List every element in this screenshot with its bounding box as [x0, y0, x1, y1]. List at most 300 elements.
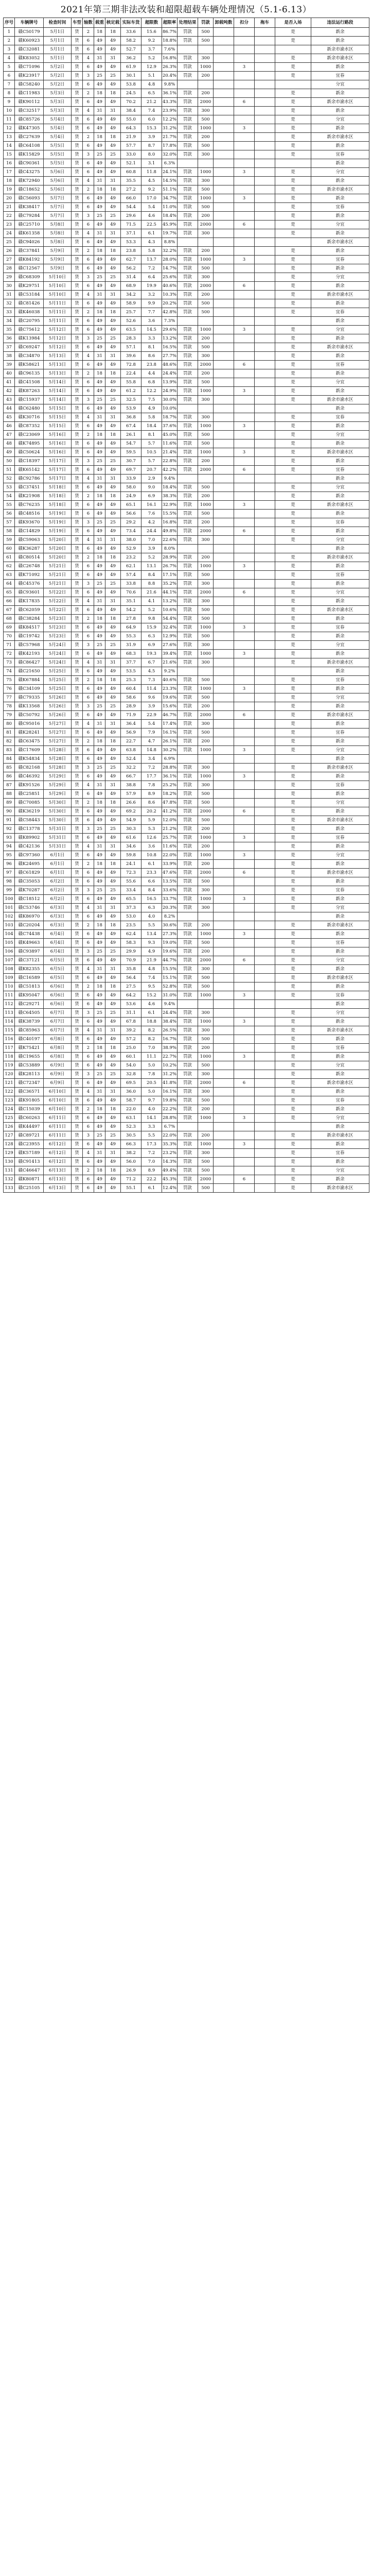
cell-road: 新余市渝水区 [311, 869, 369, 877]
cell-rated: 18 [105, 615, 121, 623]
cell-fine: 500 [198, 1166, 214, 1175]
table-row [4, 641, 369, 650]
cell-road: 分宜 [311, 378, 369, 387]
cell-fine: 200 [198, 247, 214, 256]
cell-axles: 3 [83, 72, 94, 80]
cell-over: 13.1 [141, 562, 162, 571]
cell-road: 新余 [311, 1035, 369, 1044]
cell-tow [255, 28, 275, 37]
cell-date: 5月14日 [44, 396, 72, 404]
cell-type: 货 [72, 895, 83, 904]
cell-axles: 4 [83, 54, 94, 63]
cell-points [234, 229, 255, 238]
cell-unload [214, 474, 234, 483]
cell-unload [214, 781, 234, 790]
cell-over-rate: 45.0% [162, 431, 178, 439]
cell-over-rate: 15.6% [162, 702, 178, 711]
cell-plate: 赣C42136 [15, 842, 44, 851]
cell-actual: 32.2 [121, 764, 141, 772]
cell-points [234, 264, 255, 273]
table-row [4, 510, 369, 518]
cell-index: 78 [4, 702, 15, 711]
cell-unload [214, 28, 234, 37]
cell-load: 49 [94, 1158, 105, 1166]
cell-fine: 300 [198, 886, 214, 895]
cell-load: 49 [94, 807, 105, 816]
cell-date: 5月9日 [44, 247, 72, 256]
cell-load: 25 [94, 886, 105, 895]
cell-type: 货 [72, 63, 83, 72]
cell-rated: 49 [105, 755, 121, 764]
cell-fine: 500 [198, 1035, 214, 1044]
cell-road: 新余 [311, 28, 369, 37]
cell-index: 50 [4, 457, 15, 466]
cell-rated: 25 [105, 273, 121, 282]
cell-rated: 49 [105, 343, 121, 352]
cell-points [234, 1088, 255, 1096]
header-fine: 罚款 [198, 18, 214, 28]
cell-actual: 64.2 [121, 991, 141, 1000]
cell-points [234, 755, 255, 764]
cell-plate: 赣C94026 [15, 238, 44, 247]
cell-result: 罚款 [178, 28, 198, 37]
cell-date: 5月13日 [44, 369, 72, 378]
cell-entered: 是 [275, 825, 311, 834]
cell-fine: 300 [198, 54, 214, 63]
cell-index: 133 [4, 1184, 15, 1193]
cell-entered: 是 [275, 299, 311, 308]
cell-index: 63 [4, 571, 15, 580]
cell-unload [214, 89, 234, 98]
cell-load: 49 [94, 203, 105, 212]
cell-type: 货 [72, 317, 83, 326]
cell-tow [255, 895, 275, 904]
cell-over: 6.1 [141, 1184, 162, 1193]
cell-rated: 49 [105, 1123, 121, 1131]
cell-entered [275, 474, 311, 483]
cell-over-rate: 28.0% [162, 256, 178, 264]
cell-type: 货 [72, 851, 83, 860]
cell-fine: 200 [198, 518, 214, 527]
cell-tow [255, 63, 275, 72]
cell-over-rate: 16.1% [162, 728, 178, 737]
cell-over: 9.9 [141, 299, 162, 308]
cell-road: 分宜 [311, 80, 369, 89]
cell-plate: 赣K46038 [15, 308, 44, 317]
cell-load: 49 [94, 404, 105, 413]
cell-unload [214, 764, 234, 772]
cell-over: 16.5 [141, 895, 162, 904]
cell-fine: 500 [198, 606, 214, 615]
cell-fine: 500 [198, 1158, 214, 1166]
cell-points [234, 1035, 255, 1044]
cell-result: 罚款 [178, 781, 198, 790]
cell-date: 5月30日 [44, 816, 72, 825]
cell-tow [255, 404, 275, 413]
cell-plate: 赣K72940 [15, 177, 44, 185]
cell-unload [214, 623, 234, 632]
cell-actual: 37.1 [121, 229, 141, 238]
cell-type: 货 [72, 212, 83, 221]
cell-over: 5.3 [141, 825, 162, 834]
cell-axles: 3 [83, 947, 94, 956]
cell-road: 新余 [311, 842, 369, 851]
cell-fine: 500 [198, 115, 214, 124]
cell-rated: 49 [105, 194, 121, 203]
cell-tow [255, 150, 275, 159]
cell-load: 25 [94, 518, 105, 527]
cell-axles: 6 [83, 168, 94, 177]
cell-axles: 3 [83, 641, 94, 650]
cell-entered: 是 [275, 177, 311, 185]
cell-load: 25 [94, 641, 105, 650]
cell-plate: 赣C27639 [15, 133, 44, 142]
cell-index: 79 [4, 711, 15, 720]
cell-load: 31 [94, 352, 105, 361]
cell-unload [214, 212, 234, 221]
cell-actual: 70.6 [121, 588, 141, 597]
cell-date: 5月4日 [44, 133, 72, 142]
cell-type: 货 [72, 650, 83, 658]
cell-actual: 70.9 [121, 956, 141, 965]
cell-plate: 赣K82355 [15, 965, 44, 974]
cell-tow [255, 807, 275, 816]
cell-entered [275, 404, 311, 413]
cell-plate: 赣C25710 [15, 221, 44, 229]
cell-index: 89 [4, 799, 15, 807]
cell-plate: 赣C15937 [15, 396, 44, 404]
cell-type: 货 [72, 378, 83, 387]
cell-road: 新余 [311, 194, 369, 203]
cell-over: 9.3 [141, 939, 162, 947]
cell-type: 货 [72, 361, 83, 369]
cell-index: 48 [4, 439, 15, 448]
cell-unload [214, 1175, 234, 1184]
cell-road: 新余 [311, 177, 369, 185]
cell-over: 4.6 [141, 1000, 162, 1009]
cell-entered: 是 [275, 1088, 311, 1096]
cell-unload [214, 650, 234, 658]
cell-over: 5.1 [141, 72, 162, 80]
cell-over: 7.0 [141, 1158, 162, 1166]
cell-road: 新余市渝水区 [311, 396, 369, 404]
cell-unload [214, 133, 234, 142]
cell-over: 8.1 [141, 343, 162, 352]
cell-over-rate: 33.6% [162, 886, 178, 895]
cell-entered: 是 [275, 956, 311, 965]
cell-index: 18 [4, 177, 15, 185]
cell-road: 分宜 [311, 746, 369, 755]
cell-unload [214, 404, 234, 413]
cell-unload [214, 1096, 234, 1105]
cell-actual: 53.0 [121, 912, 141, 921]
cell-type: 货 [72, 72, 83, 80]
cell-rated: 25 [105, 1131, 121, 1140]
cell-result [178, 755, 198, 764]
cell-type: 货 [72, 1140, 83, 1149]
table-row [4, 562, 369, 571]
cell-load: 31 [94, 229, 105, 238]
cell-axles: 6 [83, 98, 94, 107]
cell-actual: 37.7 [121, 658, 141, 667]
cell-type: 货 [72, 702, 83, 711]
table-row [4, 1123, 369, 1131]
cell-result: 罚款 [178, 869, 198, 877]
cell-over-rate: 27.6% [162, 641, 178, 650]
cell-index: 25 [4, 238, 15, 247]
cell-road: 新余 [311, 965, 369, 974]
cell-axles: 2 [83, 921, 94, 930]
cell-fine: 300 [198, 536, 214, 545]
cell-type: 货 [72, 422, 83, 431]
cell-tow [255, 1131, 275, 1140]
cell-road: 新余 [311, 755, 369, 764]
cell-type: 货 [72, 28, 83, 37]
cell-unload [214, 860, 234, 869]
cell-rated: 49 [105, 895, 121, 904]
cell-type: 货 [72, 527, 83, 536]
cell-result: 罚款 [178, 448, 198, 457]
cell-unload [214, 536, 234, 545]
cell-actual: 63.8 [121, 746, 141, 755]
cell-over-rate: 8.2% [162, 912, 178, 921]
cell-tow [255, 1026, 275, 1035]
cell-plate: 赣C46647 [15, 1166, 44, 1175]
cell-load: 49 [94, 869, 105, 877]
cell-over: 4.0 [141, 1105, 162, 1114]
cell-over: 14.8 [141, 746, 162, 755]
table-row [4, 1105, 369, 1114]
cell-plate: 赣C92786 [15, 474, 44, 483]
cell-points: 3 [234, 991, 255, 1000]
cell-points: 3 [234, 1053, 255, 1061]
cell-fine: 2000 [198, 466, 214, 474]
cell-axles: 3 [83, 1131, 94, 1140]
cell-tow [255, 860, 275, 869]
cell-entered: 是 [275, 711, 311, 720]
cell-type: 货 [72, 728, 83, 737]
cell-over: 7.3 [141, 676, 162, 685]
cell-road: 分宜 [311, 273, 369, 282]
cell-rated: 18 [105, 676, 121, 685]
cell-load: 25 [94, 947, 105, 956]
cell-type: 货 [72, 1175, 83, 1184]
cell-points [234, 299, 255, 308]
cell-result: 罚款 [178, 956, 198, 965]
cell-axles: 6 [83, 1096, 94, 1105]
cell-over-rate: 13.2% [162, 597, 178, 606]
header-road: 违法运行路段 [311, 18, 369, 28]
cell-entered: 是 [275, 781, 311, 790]
cell-fine: 500 [198, 816, 214, 825]
table-row [4, 711, 369, 720]
cell-type: 货 [72, 991, 83, 1000]
cell-over-rate: 49.4% [162, 1166, 178, 1175]
cell-plate: 赣C93897 [15, 947, 44, 956]
cell-type: 货 [72, 545, 83, 553]
cell-date: 5月22日 [44, 588, 72, 597]
cell-entered [275, 159, 311, 168]
cell-entered: 是 [275, 1035, 311, 1044]
cell-unload [214, 606, 234, 615]
cell-index: 11 [4, 115, 15, 124]
cell-rated: 49 [105, 168, 121, 177]
cell-index: 82 [4, 737, 15, 746]
cell-unload [214, 317, 234, 326]
cell-load: 49 [94, 98, 105, 107]
cell-points [234, 80, 255, 89]
cell-load: 49 [94, 588, 105, 597]
cell-date: 5月12日 [44, 343, 72, 352]
cell-points: 6 [234, 466, 255, 474]
cell-rated: 18 [105, 431, 121, 439]
cell-actual: 30.1 [121, 72, 141, 80]
cell-tow [255, 256, 275, 264]
cell-actual: 36.4 [121, 720, 141, 728]
cell-load: 25 [94, 702, 105, 711]
table-row [4, 247, 369, 256]
cell-load: 18 [94, 89, 105, 98]
table-row [4, 632, 369, 641]
cell-over-rate: 28.8% [162, 1114, 178, 1123]
cell-load: 49 [94, 256, 105, 264]
cell-actual: 33.4 [121, 886, 141, 895]
cell-fine: 1000 [198, 562, 214, 571]
cell-points [234, 308, 255, 317]
cell-rated: 49 [105, 142, 121, 150]
cell-axles: 6 [83, 1140, 94, 1149]
cell-index: 66 [4, 597, 15, 606]
cell-actual: 68.3 [121, 650, 141, 658]
cell-over-rate: 38.4% [162, 1018, 178, 1026]
cell-rated: 49 [105, 159, 121, 168]
cell-over: 8.4 [141, 886, 162, 895]
cell-entered: 是 [275, 264, 311, 273]
cell-plate: 赣C11983 [15, 89, 44, 98]
cell-actual: 30.5 [121, 1131, 141, 1140]
cell-over-rate: 16.8% [162, 518, 178, 527]
cell-road: 新余市渝水区 [311, 45, 369, 54]
cell-over: 12.9 [141, 63, 162, 72]
cell-result [178, 45, 198, 54]
cell-points [234, 396, 255, 404]
cell-entered: 是 [275, 1079, 311, 1088]
cell-date: 5月27日 [44, 728, 72, 737]
cell-date: 5月19日 [44, 527, 72, 536]
cell-rated: 49 [105, 221, 121, 229]
cell-axles: 4 [83, 597, 94, 606]
table-row [4, 159, 369, 168]
cell-tow [255, 737, 275, 746]
cell-over-rate: 23.2% [162, 1149, 178, 1158]
cell-result: 罚款 [178, 676, 198, 685]
cell-over: 6.6 [141, 877, 162, 886]
cell-fine: 1000 [198, 124, 214, 133]
cell-type: 货 [72, 764, 83, 772]
table-row [4, 238, 369, 247]
cell-over-rate: 23.3% [162, 685, 178, 693]
cell-plate: 赣C97360 [15, 851, 44, 860]
cell-index: 61 [4, 553, 15, 562]
cell-road: 宜春 [311, 571, 369, 580]
cell-over: 7.8 [141, 1070, 162, 1079]
cell-rated: 49 [105, 746, 121, 755]
cell-actual: 24.9 [121, 492, 141, 501]
cell-entered: 是 [275, 1105, 311, 1114]
cell-unload [214, 439, 234, 448]
cell-tow [255, 1035, 275, 1044]
cell-index: 42 [4, 387, 15, 396]
cell-plate: 赣C86427 [15, 658, 44, 667]
cell-entered: 是 [275, 650, 311, 658]
cell-road: 分宜 [311, 536, 369, 545]
cell-entered: 是 [275, 1114, 311, 1123]
cell-date: 5月29日 [44, 772, 72, 781]
cell-entered: 是 [275, 466, 311, 474]
cell-rated: 18 [105, 369, 121, 378]
cell-over-rate: 20.2% [162, 299, 178, 308]
cell-tow [255, 623, 275, 632]
table-row [4, 80, 369, 89]
cell-fine: 2000 [198, 282, 214, 291]
cell-load: 18 [94, 247, 105, 256]
cell-points: 6 [234, 98, 255, 107]
cell-axles: 6 [83, 361, 94, 369]
cell-axles: 6 [83, 632, 94, 641]
cell-type: 货 [72, 1158, 83, 1166]
cell-actual: 53.8 [121, 80, 141, 89]
cell-fine: 1000 [198, 194, 214, 203]
cell-plate: 赣K57189 [15, 1149, 44, 1158]
cell-actual: 35.8 [121, 965, 141, 974]
cell-road: 新余 [311, 1018, 369, 1026]
cell-plate: 赣C37121 [15, 956, 44, 965]
cell-plate: 赣C71096 [15, 63, 44, 72]
cell-points: 3 [234, 124, 255, 133]
cell-actual: 54.2 [121, 606, 141, 615]
cell-index: 104 [4, 930, 15, 939]
cell-load: 49 [94, 326, 105, 334]
cell-load: 49 [94, 746, 105, 755]
cell-type: 货 [72, 1123, 83, 1131]
cell-index: 113 [4, 1009, 15, 1018]
table-row [4, 676, 369, 685]
cell-result: 罚款 [178, 1035, 198, 1044]
cell-type: 货 [72, 37, 83, 45]
cell-points [234, 790, 255, 799]
cell-points: 6 [234, 221, 255, 229]
cell-over: 14.5 [141, 326, 162, 334]
cell-over-rate: 33.9% [162, 860, 178, 869]
cell-axles: 6 [83, 1000, 94, 1009]
cell-actual: 63.1 [121, 1114, 141, 1123]
cell-fine: 500 [198, 676, 214, 685]
cell-result: 罚款 [178, 334, 198, 343]
cell-over: 5.4 [141, 720, 162, 728]
cell-index: 131 [4, 1166, 15, 1175]
cell-rated: 25 [105, 72, 121, 80]
cell-date: 5月15日 [44, 404, 72, 413]
cell-plate: 赣C34870 [15, 352, 44, 361]
cell-rated: 31 [105, 597, 121, 606]
cell-road: 新余 [311, 702, 369, 711]
cell-rated: 25 [105, 1009, 121, 1018]
cell-load: 49 [94, 527, 105, 536]
cell-load: 25 [94, 334, 105, 343]
cell-unload [214, 825, 234, 834]
cell-rated: 49 [105, 974, 121, 982]
cell-unload [214, 1140, 234, 1149]
